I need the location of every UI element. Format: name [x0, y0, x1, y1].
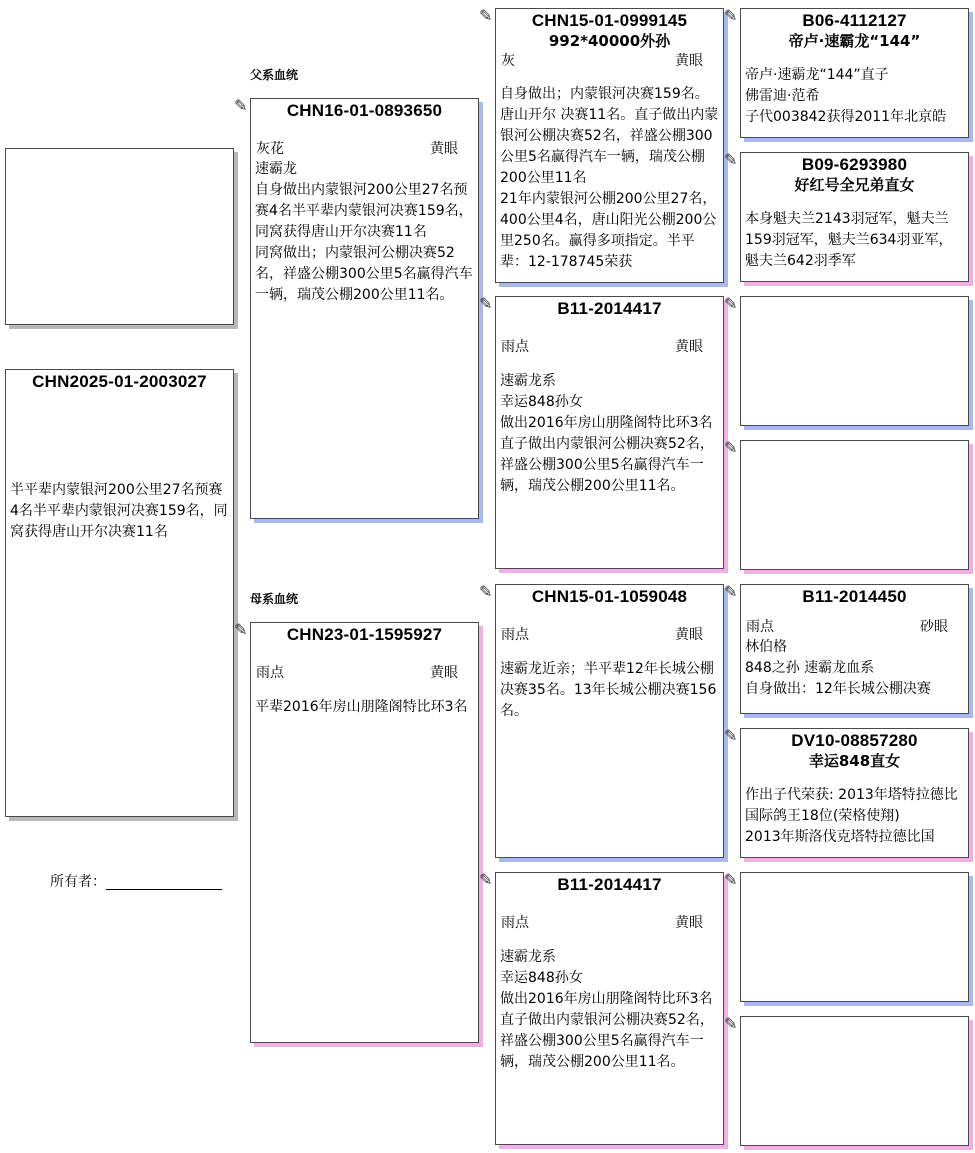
paperclip-icon: ✎: [724, 150, 738, 169]
sire-ring-number: CHN16-01-0893650: [286, 101, 443, 120]
sire-dam-color: 雨点: [501, 339, 529, 355]
dam-color: 雨点: [256, 665, 284, 681]
sss-card[interactable]: [740, 8, 969, 138]
sire-sire-color: 灰: [501, 53, 515, 69]
sire-sire-color-row: [496, 51, 723, 71]
dam-dam-color-row: [496, 913, 723, 933]
sire-notes: 速霸龙 自身做出内蒙银河200公里27名预赛4名半平辈内蒙银河决赛159名，同窝获得唐山开尔决赛11名 同窝做出；内蒙银河公棚决赛52名，祥盛公棚300公里5名赢得汽车一辆，瑞茂公棚200公里11名。: [255, 161, 473, 303]
sire-line-label: 父系血统: [250, 68, 299, 82]
subject-notes: 半平辈内蒙银河200公里27名预赛4名半平辈内蒙银河决赛159名，同窝获得唐山开尔决赛11名: [10, 482, 228, 540]
dam-sire-ring-number: CHN15-01-1059048: [531, 587, 688, 606]
sire-eye: 黄眼: [430, 141, 458, 157]
photo-placeholder: [5, 148, 234, 325]
owner-line: [106, 889, 222, 890]
dam-sire-notes: 速霸龙近亲；半平辈12年长城公棚决赛35名。13年长城公棚决赛156名。: [500, 661, 717, 719]
dsd-notes: 作出子代荣获: 2013年塔特拉德比国际鸽王18位(荣格使翔) 2013年斯洛伐克塔特拉德比国: [745, 787, 958, 845]
sire-sire-ring-number: CHN15-01-0999145: [531, 11, 688, 30]
dss-notes: 林伯格 848之孙 速霸龙血系 自身做出：12年长城公棚决赛: [745, 639, 931, 697]
dam-card[interactable]: [250, 622, 479, 1043]
sss-ring-number: B06-4112127: [802, 11, 907, 30]
sds-card-empty[interactable]: [740, 296, 969, 426]
paperclip-icon: ✎: [724, 438, 738, 457]
ssd-notes: 本身魁夫兰2143羽冠军，魁夫兰159羽冠军，魁夫兰634羽亚军，魁夫兰642羽季军: [745, 211, 953, 269]
ddd-card-empty[interactable]: [740, 1016, 969, 1146]
dam-eye: 黄眼: [430, 665, 458, 681]
sire-sire-card[interactable]: [495, 8, 724, 283]
paperclip-icon: ✎: [479, 6, 493, 25]
subject-ring-number: CHN2025-01-2003027: [32, 372, 207, 391]
dam-dam-notes: 速霸龙系 幸运848孙女 做出2016年房山朋隆阁特比环3名 直子做出内蒙银河公棚决赛52名，祥盛公棚300公里5名赢得汽车一辆，瑞茂公棚200公里11名。: [500, 949, 714, 1070]
dsd-ring-number: DV10-08857280: [791, 731, 918, 750]
paperclip-icon: ✎: [234, 96, 248, 115]
dam-sire-card[interactable]: [495, 584, 724, 858]
subject-card[interactable]: [5, 369, 234, 817]
dsd-card[interactable]: [740, 728, 969, 858]
dss-card[interactable]: [740, 584, 969, 714]
owner-label: [50, 871, 222, 891]
paperclip-icon: ✎: [479, 294, 493, 313]
paperclip-icon: ✎: [724, 870, 738, 889]
owner-label-text: 所有者：: [50, 874, 106, 890]
dss-color-row: [741, 617, 968, 637]
dam-dam-card[interactable]: [495, 872, 724, 1145]
dsd-subtitle: 幸运848直女: [808, 752, 901, 770]
dam-sire-color-row: [496, 625, 723, 645]
dam-dam-eye: 黄眼: [675, 915, 703, 931]
dam-sire-eye: 黄眼: [675, 627, 703, 643]
paperclip-icon: ✎: [479, 870, 493, 889]
paperclip-icon: ✎: [724, 582, 738, 601]
dss-color: 雨点: [746, 619, 774, 635]
sdd-card-empty[interactable]: [740, 440, 969, 570]
dss-eye: 砂眼: [920, 619, 948, 635]
sire-dam-card[interactable]: [495, 296, 724, 569]
dam-dam-ring-number: B11-2014417: [557, 875, 662, 894]
dam-ring-number: CHN23-01-1595927: [286, 625, 443, 644]
dam-sire-color: 雨点: [501, 627, 529, 643]
paperclip-icon: ✎: [724, 294, 738, 313]
dss-ring-number: B11-2014450: [802, 587, 907, 606]
dam-color-row: [251, 663, 478, 683]
paperclip-icon: ✎: [479, 582, 493, 601]
sss-notes: 帝卢·速霸龙“144”直子 佛雷迪·范希 子代003842获得2011年北京皓: [745, 67, 947, 125]
sire-sire-subtitle: 992*40000外孙: [548, 32, 671, 50]
sire-color: 灰花: [256, 141, 284, 157]
paperclip-icon: ✎: [724, 1014, 738, 1033]
ssd-ring-number: B09-6293980: [801, 155, 908, 174]
sire-color-row: [251, 139, 478, 159]
ssd-card[interactable]: [740, 152, 969, 282]
sire-dam-ring-number: B11-2014417: [557, 299, 662, 318]
sire-dam-notes: 速霸龙系 幸运848孙女 做出2016年房山朋隆阁特比环3名 直子做出内蒙银河公棚决赛52名，祥盛公棚300公里5名赢得汽车一辆，瑞茂公棚200公里11名。: [500, 373, 714, 494]
sss-subtitle: 帝卢·速霸龙“144”: [788, 32, 921, 50]
sire-sire-notes: 自身做出；内蒙银河决赛159名。唐山开尔 决赛11名。直子做出内蒙银河公棚决赛52名，祥盛公棚300公里5名赢得汽车一辆，瑞茂公棚200公里11名 21年内蒙银河公棚200公里27名，400公里4名，唐山阳光公棚200公里250名。赢得多项指定。半平辈：12-178745荣获: [500, 86, 719, 270]
sire-card[interactable]: [250, 98, 479, 519]
dam-notes: 平辈2016年房山朋隆阁特比环3名: [255, 699, 468, 715]
paperclip-icon: ✎: [724, 726, 738, 745]
sire-dam-eye: 黄眼: [675, 339, 703, 355]
dds-card-empty[interactable]: [740, 872, 969, 1002]
dam-line-label: 母系血统: [250, 592, 299, 606]
paperclip-icon: ✎: [234, 620, 248, 639]
sire-sire-eye: 黄眼: [675, 53, 703, 69]
paperclip-icon: ✎: [724, 6, 738, 25]
sire-dam-color-row: [496, 337, 723, 357]
ssd-subtitle: 好红号全兄弟直女: [794, 176, 915, 194]
dam-dam-color: 雨点: [501, 915, 529, 931]
